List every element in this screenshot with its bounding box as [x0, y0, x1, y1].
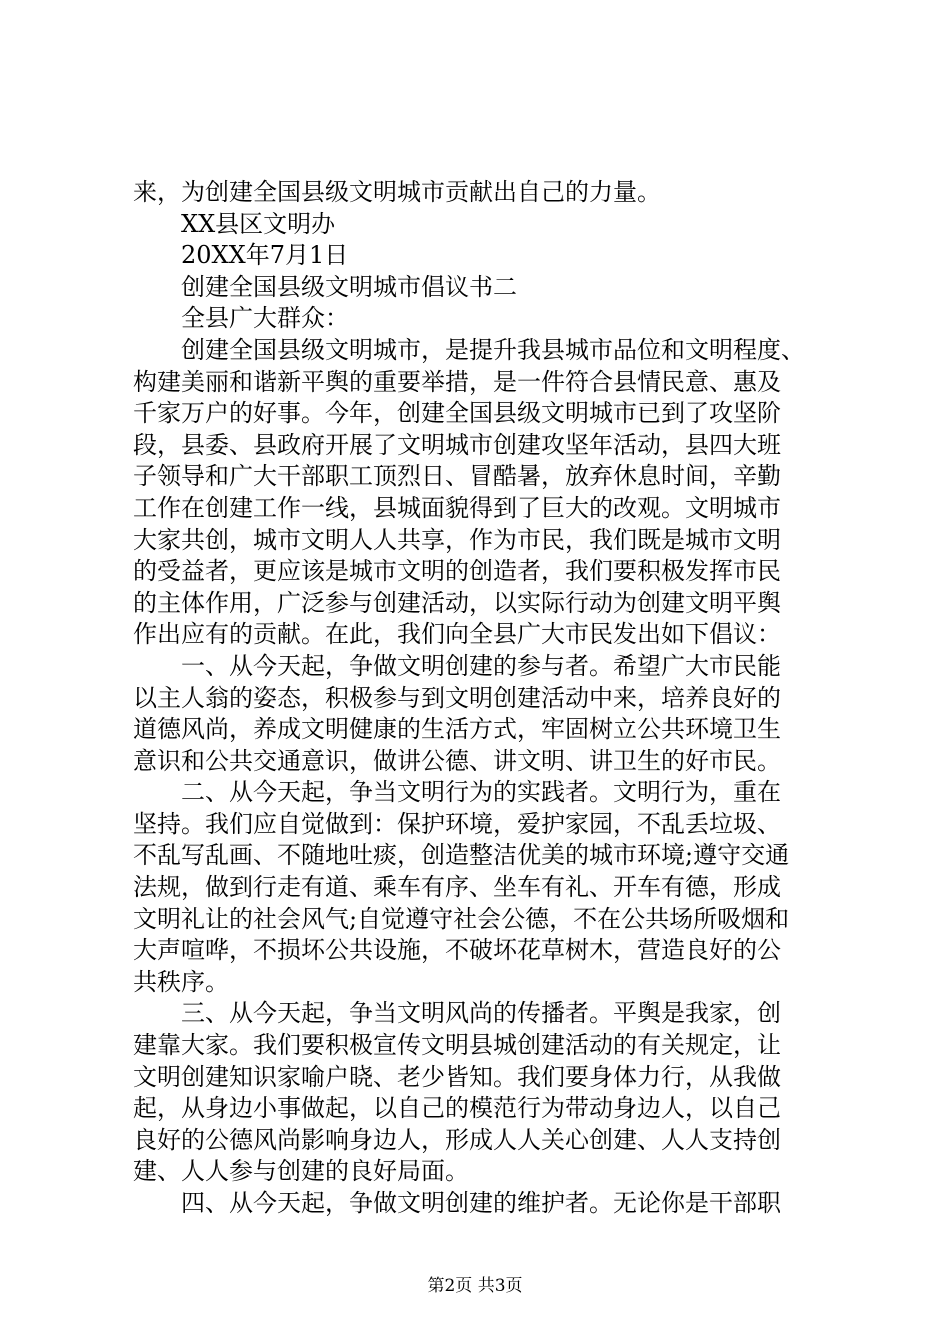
text-line: 建、人人参与创建的良好局面。	[133, 1157, 469, 1186]
page-footer: 第2页 共3页	[427, 1276, 523, 1296]
text-line: 三、从今天起，争当文明风尚的传播者。平舆是我家，创	[181, 999, 781, 1028]
text-line: 起，从身边小事做起，以自己的模范行为带动身边人，以自己	[133, 1094, 781, 1123]
text-line: 构建美丽和谐新平舆的重要举措，是一件符合县情民意、惠及	[133, 367, 781, 396]
text-line: 建靠大家。我们要积极宣传文明县城创建活动的有关规定，让	[133, 1031, 781, 1060]
text-line: 段，县委、县政府开展了文明城市创建攻坚年活动，县四大班	[133, 430, 781, 459]
document-body	[133, 177, 833, 1220]
text-line: 二、从今天起，争当文明行为的实践者。文明行为，重在	[181, 778, 781, 807]
text-line: 作出应有的贡献。在此，我们向全县广大市民发出如下倡议：	[133, 620, 781, 649]
text-line: 创建全国县级文明城市倡议书二	[181, 272, 517, 301]
text-line: 千家万户的好事。今年，创建全国县级文明城市已到了攻坚阶	[133, 399, 781, 428]
text-line: 文明礼让的社会风气;自觉遵守社会公德，不在公共场所吸烟和	[133, 904, 790, 933]
text-line: 的主体作用，广泛参与创建活动，以实际行动为创建文明平舆	[133, 588, 781, 617]
text-line: 20XX年7月1日	[181, 241, 349, 270]
text-line: 来，为创建全国县级文明城市贡献出自己的力量。	[133, 178, 661, 206]
text-line: 以主人翁的姿态，积极参与到文明创建活动中来，培养良好的	[133, 683, 781, 712]
text-line: 的受益者，更应该是城市文明的创造者，我们要积极发挥市民	[133, 557, 781, 586]
text-line: 工作在创建工作一线，县城面貌得到了巨大的改观。文明城市	[133, 493, 781, 522]
text-line: 大家共创，城市文明人人共享，作为市民，我们既是城市文明	[133, 525, 781, 554]
text-line: 共秩序。	[133, 967, 229, 996]
text-line: 一、从今天起，争做文明创建的参与者。希望广大市民能	[181, 651, 781, 680]
text-line: 良好的公德风尚影响身边人，形成人人关心创建、人人支持创	[133, 1125, 781, 1154]
text-line: XX县区文明办	[181, 209, 336, 238]
text-line: 不乱写乱画、不随地吐痰，创造整洁优美的城市环境;遵守交通	[133, 841, 790, 870]
text-line: 四、从今天起，争做文明创建的维护者。无论你是干部职	[181, 1189, 781, 1217]
text-line: 道德风尚，养成文明健康的生活方式，牢固树立公共环境卫生	[133, 715, 781, 744]
text-line: 文明创建知识家喻户晓、老少皆知。我们要身体力行，从我做	[133, 1062, 781, 1091]
text-line: 子领导和广大干部职工顶烈日、冒酷暑，放弃休息时间，辛勤	[133, 462, 781, 491]
text-line: 大声喧哗，不损坏公共设施，不破坏花草树木，营造良好的公	[133, 936, 781, 965]
text-line: 全县广大群众：	[181, 304, 349, 333]
text-line: 创建全国县级文明城市，是提升我县城市品位和文明程度、	[181, 335, 805, 364]
text-line: 意识和公共交通意识，做讲公德、讲文明、讲卫生的好市民。	[133, 746, 781, 775]
text-line: 坚持。我们应自觉做到：保护环境，爱护家园，不乱丢垃圾、	[133, 809, 781, 838]
text-line: 法规，做到行走有道、乘车有序、坐车有礼、开车有德，形成	[133, 873, 781, 902]
